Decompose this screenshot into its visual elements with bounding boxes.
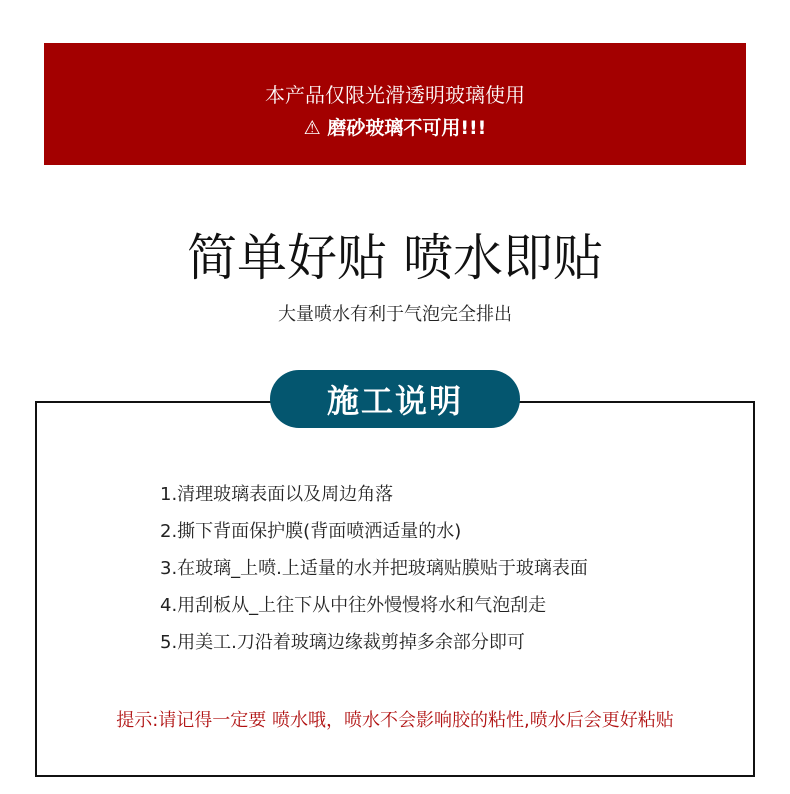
tip-text: 提示:请记得一定要 喷水哦，喷水不会影响胶的粘性,喷水后会更好粘贴 <box>116 710 674 731</box>
banner-line-1: 本产品仅限光滑透明玻璃使用 <box>265 83 525 107</box>
banner-line-2: ⚠ 磨砂玻璃不可用!!! <box>303 117 487 139</box>
step-item: 3.在玻璃_上喷.上适量的水并把玻璃贴膜贴于玻璃表面 <box>160 558 588 579</box>
page-subtitle: 大量喷水有利于气泡完全排出 <box>278 304 512 325</box>
steps-list <box>160 480 588 665</box>
page-title: 简单好贴 喷水即贴 <box>187 229 603 287</box>
step-item: 2.撕下背面保护膜(背面喷洒适量的水) <box>160 521 462 542</box>
warning-banner <box>44 43 746 165</box>
step-item: 4.用刮板从_上往下从中往外慢慢将水和气泡刮走 <box>160 595 547 616</box>
section-heading: 施工说明 <box>270 370 520 428</box>
step-item: 1.清理玻璃表面以及周边角落 <box>160 484 394 505</box>
step-item: 5.用美工.刀沿着玻璃边缘裁剪掉多余部分即可 <box>160 632 525 653</box>
warning-triangle-icon: ⚠ <box>303 117 321 139</box>
